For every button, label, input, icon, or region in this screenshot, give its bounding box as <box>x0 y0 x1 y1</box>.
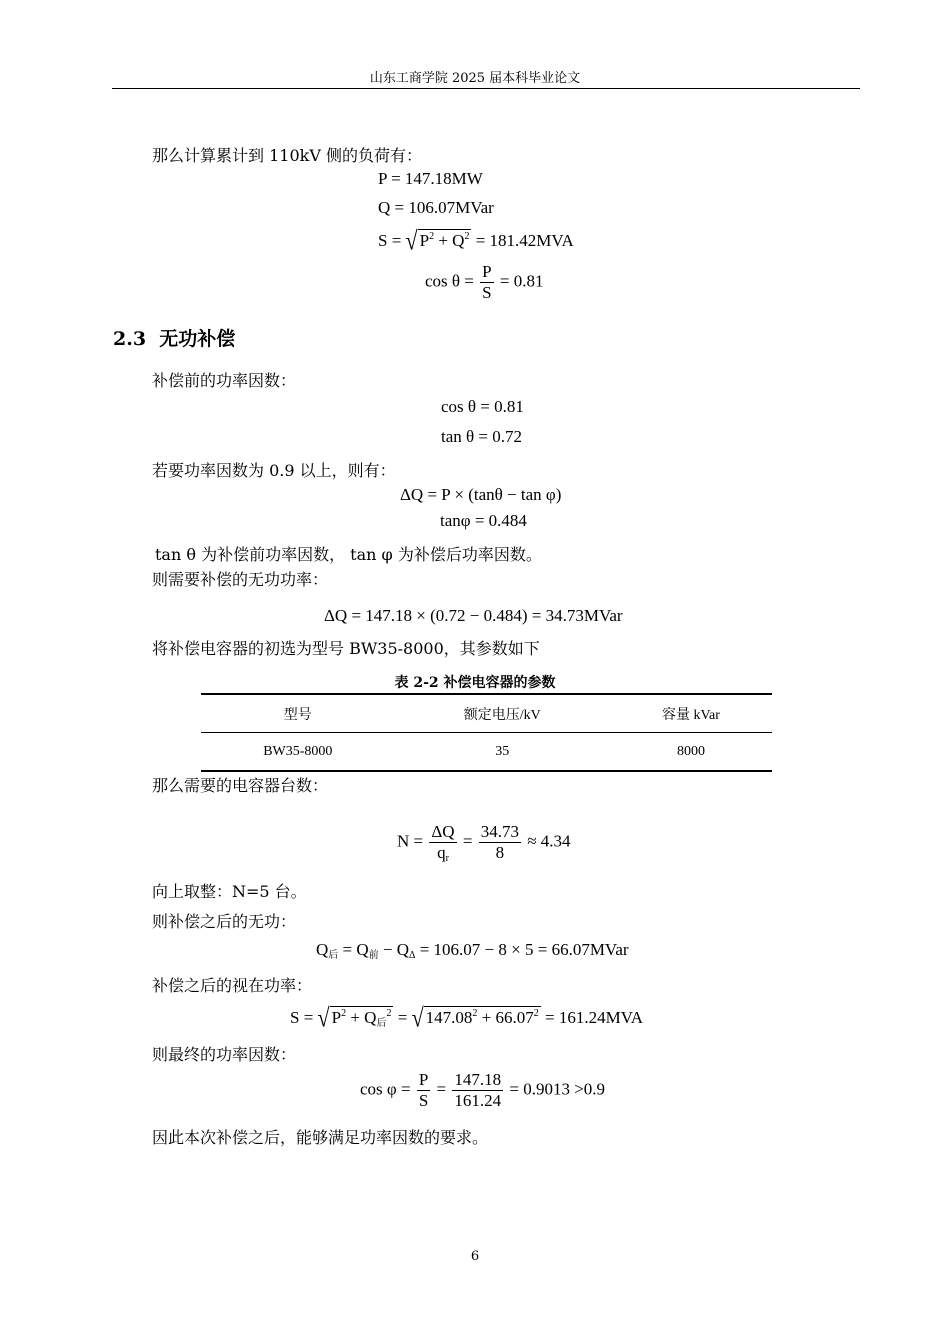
equation-cos-phi: cos φ = $\frac{P}{S}$ = $\frac{147.18}{161.24}$ = 0.9013 >0.9 <box>360 1070 606 1110</box>
table-caption: 表 2-2 补偿电容器的参数 <box>394 675 556 691</box>
equation-n: N = $\frac{\Delta Q}{q_r}$ = $\frac{34.73}{8}$ ≈ 4.34 <box>397 822 571 864</box>
cell-model: BW35-8000 <box>263 743 333 759</box>
equation-delta-q-value: ΔQ = 147.18 × (0.72 − 0.484) = 34.73MVar <box>324 606 623 625</box>
col-header-capacity: 容量 kVar <box>662 707 720 723</box>
equation-q-after: $Q_后 = Q_前 - Q_\Delta = 106.07 - 8 \times 5$ = 66.07MVar <box>316 940 629 961</box>
before-comp-label: 补偿前的功率因数： <box>152 371 297 390</box>
cell-voltage: 35 <box>495 743 510 759</box>
round-up-text: 向上取整：N=5 台。 <box>152 882 307 901</box>
header-rule <box>112 88 860 89</box>
need-comp-text: 则需要补偿的无功功率： <box>152 570 329 589</box>
capacitor-count-text: 那么需要的电容器台数： <box>152 776 329 795</box>
page-number: 6 <box>470 1249 480 1264</box>
target-pf-text: 若要功率因数为 0.9 以上，则有： <box>152 461 396 480</box>
tan-note-text: tan θ 为补偿前功率因数， tan φ 为补偿后功率因数。 <box>155 545 542 564</box>
col-header-voltage: 额定电压/kV <box>463 707 541 723</box>
page-header: 山东工商学院 2025 届本科毕业论文 <box>369 71 581 86</box>
equation-tan-before: tan θ = 0.72 <box>441 427 522 446</box>
after-q-text: 则补偿之后的无功： <box>152 912 297 931</box>
capacitor-params-table <box>201 693 772 772</box>
equation-cos-theta: cos θ = $\frac{P}{S}$ = 0.81 <box>425 262 544 302</box>
after-s-text: 补偿之后的视在功率： <box>152 976 313 995</box>
equation-delta-q: ΔQ = P × (tanθ − tan φ) <box>400 485 562 504</box>
equation-s: S = √ $P^2 + Q^2 = 181.42MVA$ <box>378 225 574 256</box>
section-heading: 2.3 无功补偿 <box>113 328 236 350</box>
col-header-model: 型号 <box>283 707 312 723</box>
table-row <box>201 733 772 772</box>
equation-s-after: S = √ $P^2 + Q_后^2$ = √ $147.08^2 + 66.07^2 = 161.24MVA$ <box>290 1002 644 1033</box>
capacitor-select-text: 将补偿电容器的初选为型号 BW35-8000，其参数如下 <box>152 639 540 658</box>
final-pf-text: 则最终的功率因数： <box>152 1045 297 1064</box>
cell-capacity: 8000 <box>676 743 705 759</box>
table-header-row <box>201 694 772 733</box>
conclusion-text: 因此本次补偿之后，能够满足功率因数的要求。 <box>152 1128 489 1147</box>
equation-p: P = 147.18MW <box>378 169 483 188</box>
equation-q: Q = 106.07MVar <box>378 198 494 217</box>
equation-tan-phi: tanφ = 0.484 <box>440 511 527 530</box>
load-intro-text: 那么计算累计到 110kV 侧的负荷有： <box>152 146 422 165</box>
equation-cos-before: cos θ = 0.81 <box>441 397 524 416</box>
